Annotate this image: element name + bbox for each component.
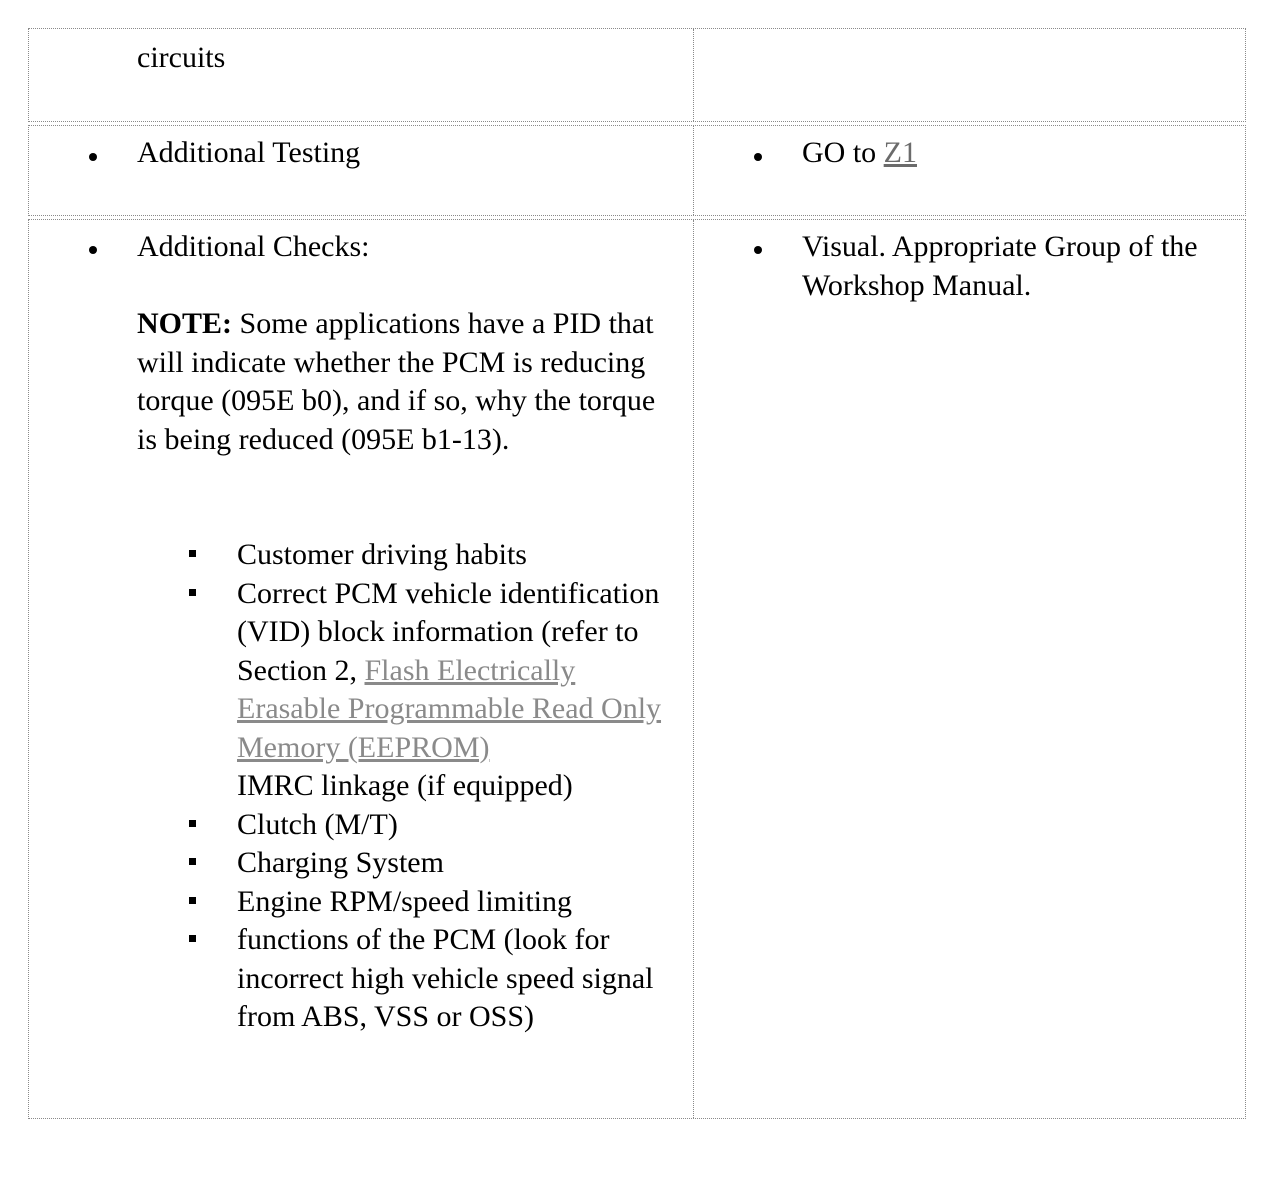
note-paragraph <box>137 305 677 459</box>
list-item <box>237 575 677 768</box>
list-item: Charging System <box>237 846 444 879</box>
row-result-text: Visual. Appropriate Group of the Workshop Manual. <box>802 230 1198 302</box>
result-cell <box>694 220 1245 1118</box>
square-bullet-icon <box>189 858 196 865</box>
list-item: IMRC linkage (if equipped) <box>237 769 573 802</box>
square-bullet-icon <box>189 820 196 827</box>
table-row <box>28 28 1246 122</box>
bullet-icon <box>754 153 762 161</box>
note-label: NOTE: <box>137 307 233 340</box>
square-bullet-icon <box>189 897 196 904</box>
additional-checks-list <box>237 536 677 1037</box>
row-text: Additional Testing <box>137 136 361 169</box>
square-bullet-icon <box>189 935 196 942</box>
table-row <box>28 219 1246 1119</box>
diagnostic-table <box>28 28 1246 1122</box>
list-item: Engine RPM/speed limiting functions of the PCM (look for incorrect high vehicle speed signal from ABS, VSS or OSS) <box>237 884 654 1033</box>
note-text: Some applications have a PID that will indicate whether the PCM is reducing torque (095E b0), and if so, why the torque is being reduced (095E b1-13). <box>137 307 656 456</box>
list-item-text: Correct PCM vehicle identification (VID) block information (refer to Section 2, <box>237 576 660 687</box>
action-cell <box>29 29 694 121</box>
action-cell <box>29 220 694 1118</box>
table-row <box>28 125 1246 216</box>
result-cell <box>694 29 1245 121</box>
checks-title: Additional Checks: <box>137 230 370 263</box>
bullet-icon <box>89 246 97 254</box>
goto-prefix: GO to <box>802 136 884 169</box>
result-cell <box>694 126 1245 215</box>
square-bullet-icon <box>189 589 196 596</box>
eeprom-section-link[interactable]: Flash Electrically Erasable Programmable Read Only Memory (EEPROM) <box>237 653 662 764</box>
list-item: Customer driving habits <box>237 538 527 571</box>
action-cell <box>29 126 694 215</box>
square-bullet-icon <box>189 550 196 557</box>
row-text: circuits <box>137 41 226 74</box>
list-item: Clutch (M/T) <box>237 807 398 841</box>
row-result-text <box>802 134 1222 173</box>
goto-z1-link[interactable]: Z1 <box>883 136 917 169</box>
bullet-icon <box>754 246 762 254</box>
bullet-icon <box>89 153 97 161</box>
